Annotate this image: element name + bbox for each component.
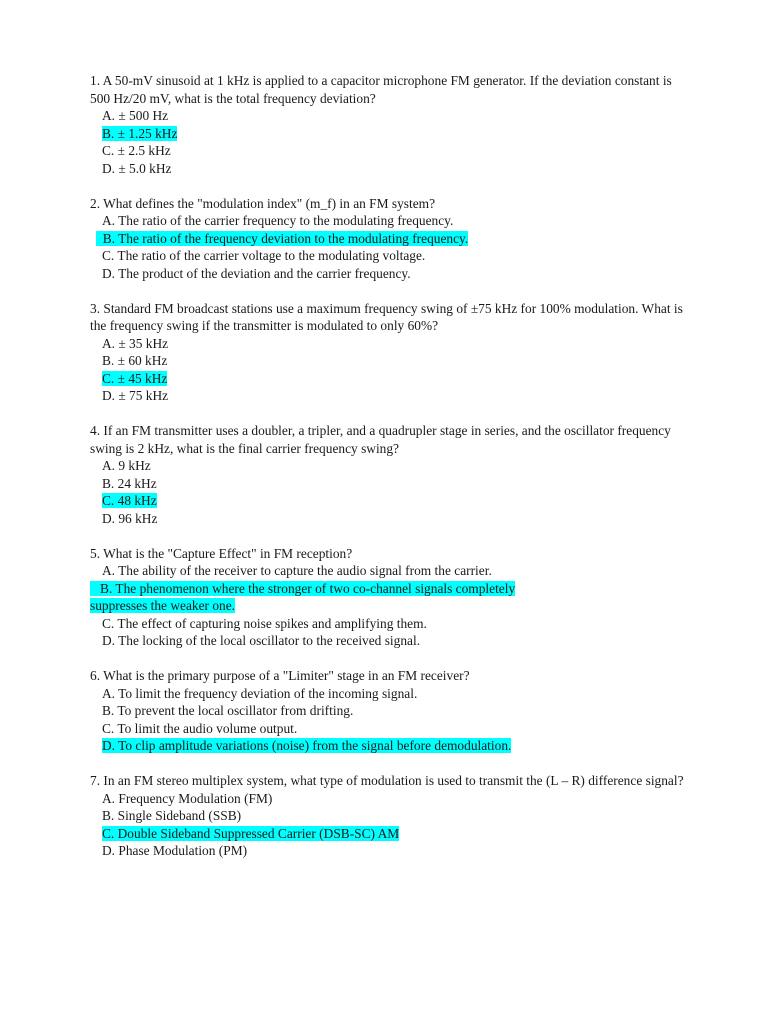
question-6-option-a: A. To limit the frequency deviation of the incoming signal. bbox=[102, 685, 418, 701]
question-7-option-b: B. Single Sideband (SSB) bbox=[102, 808, 242, 823]
question-1-option-a: A. ± 500 Hz bbox=[102, 108, 169, 123]
answer-highlight: B. The phenomenon where the stronger of two co-channel signals completely bbox=[90, 581, 515, 596]
question-6 bbox=[90, 667, 690, 755]
question-1 bbox=[90, 72, 690, 177]
question-4-text: 4. If an FM transmitter uses a doubler, a tripler, and a quadrupler stage in series, and the oscillator frequency swing is 2 kHz, what is the final carrier frequency swing? bbox=[90, 423, 671, 456]
answer-highlight: B. The ratio of the frequency deviation to the modulating frequency. bbox=[96, 231, 468, 246]
question-4-option-c bbox=[90, 492, 690, 510]
question-2-option-a: A. The ratio of the carrier frequency to the modulating frequency. bbox=[102, 213, 454, 228]
question-3-option-d: D. ± 75 kHz bbox=[102, 388, 169, 403]
question-6-text: 6. What is the primary purpose of a "Limiter" stage in an FM receiver? bbox=[90, 668, 470, 683]
quiz-document bbox=[90, 72, 690, 877]
question-5-option-c: C. The effect of capturing noise spikes and amplifying them. bbox=[102, 615, 427, 631]
question-3-option-a: A. ± 35 kHz bbox=[102, 335, 169, 351]
question-1-option-c: C. ± 2.5 kHz bbox=[102, 143, 171, 158]
answer-highlight: C. Double Sideband Suppressed Carrier (DSB-SC) AM bbox=[102, 825, 400, 841]
question-4 bbox=[90, 422, 690, 527]
question-6-option-c: C. To limit the audio volume output. bbox=[102, 720, 298, 736]
answer-highlight: C. 48 kHz bbox=[102, 493, 157, 508]
question-1-option-d: D. ± 5.0 kHz bbox=[102, 160, 172, 176]
question-2-option-d: D. The product of the deviation and the carrier frequency. bbox=[102, 265, 411, 281]
question-5-option-a: A. The ability of the receiver to capture the audio signal from the carrier. bbox=[102, 563, 492, 578]
question-2-option-b bbox=[90, 230, 690, 248]
answer-highlight: D. To clip amplitude variations (noise) from the signal before demodulation. bbox=[102, 738, 512, 753]
question-7-option-c bbox=[90, 825, 690, 843]
question-3-text: 3. Standard FM broadcast stations use a maximum frequency swing of ±75 kHz for 100% modulation. What is the frequency swing if the transmitter is modulated to only 60%? bbox=[90, 300, 683, 333]
question-1-text: 1. A 50-mV sinusoid at 1 kHz is applied to a capacitor microphone FM generator. If the deviation constant is 500 Hz/20 mV, what is the total frequency deviation? bbox=[90, 73, 672, 106]
question-1-option-b bbox=[90, 125, 690, 143]
answer-highlight: B. ± 1.25 kHz bbox=[102, 125, 178, 141]
question-5-option-b bbox=[90, 580, 690, 598]
question-2 bbox=[90, 195, 690, 283]
question-6-option-b: B. To prevent the local oscillator from drifting. bbox=[102, 703, 354, 718]
answer-highlight: suppresses the weaker one. bbox=[90, 598, 236, 613]
question-4-option-a: A. 9 kHz bbox=[102, 458, 151, 473]
question-2-text: 2. What defines the "modulation index" (m_f) in an FM system? bbox=[90, 195, 436, 211]
question-7-option-d: D. Phase Modulation (PM) bbox=[102, 843, 248, 858]
question-4-option-b: B. 24 kHz bbox=[102, 475, 157, 491]
question-5-option-d: D. The locking of the local oscillator to the received signal. bbox=[102, 633, 421, 648]
question-5-option-b-continuation bbox=[90, 597, 690, 615]
question-3-option-c bbox=[90, 370, 690, 388]
question-6-option-d bbox=[90, 737, 690, 755]
question-4-option-d: D. 96 kHz bbox=[102, 510, 158, 526]
question-3-option-b: B. ± 60 kHz bbox=[102, 353, 168, 368]
question-7 bbox=[90, 772, 690, 860]
question-7-text: 7. In an FM stereo multiplex system, what type of modulation is used to transmit the (L – R) difference signal? bbox=[90, 773, 684, 788]
question-3 bbox=[90, 300, 690, 405]
question-7-option-a: A. Frequency Modulation (FM) bbox=[102, 790, 273, 806]
question-2-option-c: C. The ratio of the carrier voltage to the modulating voltage. bbox=[102, 248, 426, 263]
question-5-text: 5. What is the "Capture Effect" in FM reception? bbox=[90, 545, 353, 561]
question-5 bbox=[90, 545, 690, 650]
answer-highlight: C. ± 45 kHz bbox=[102, 370, 168, 386]
